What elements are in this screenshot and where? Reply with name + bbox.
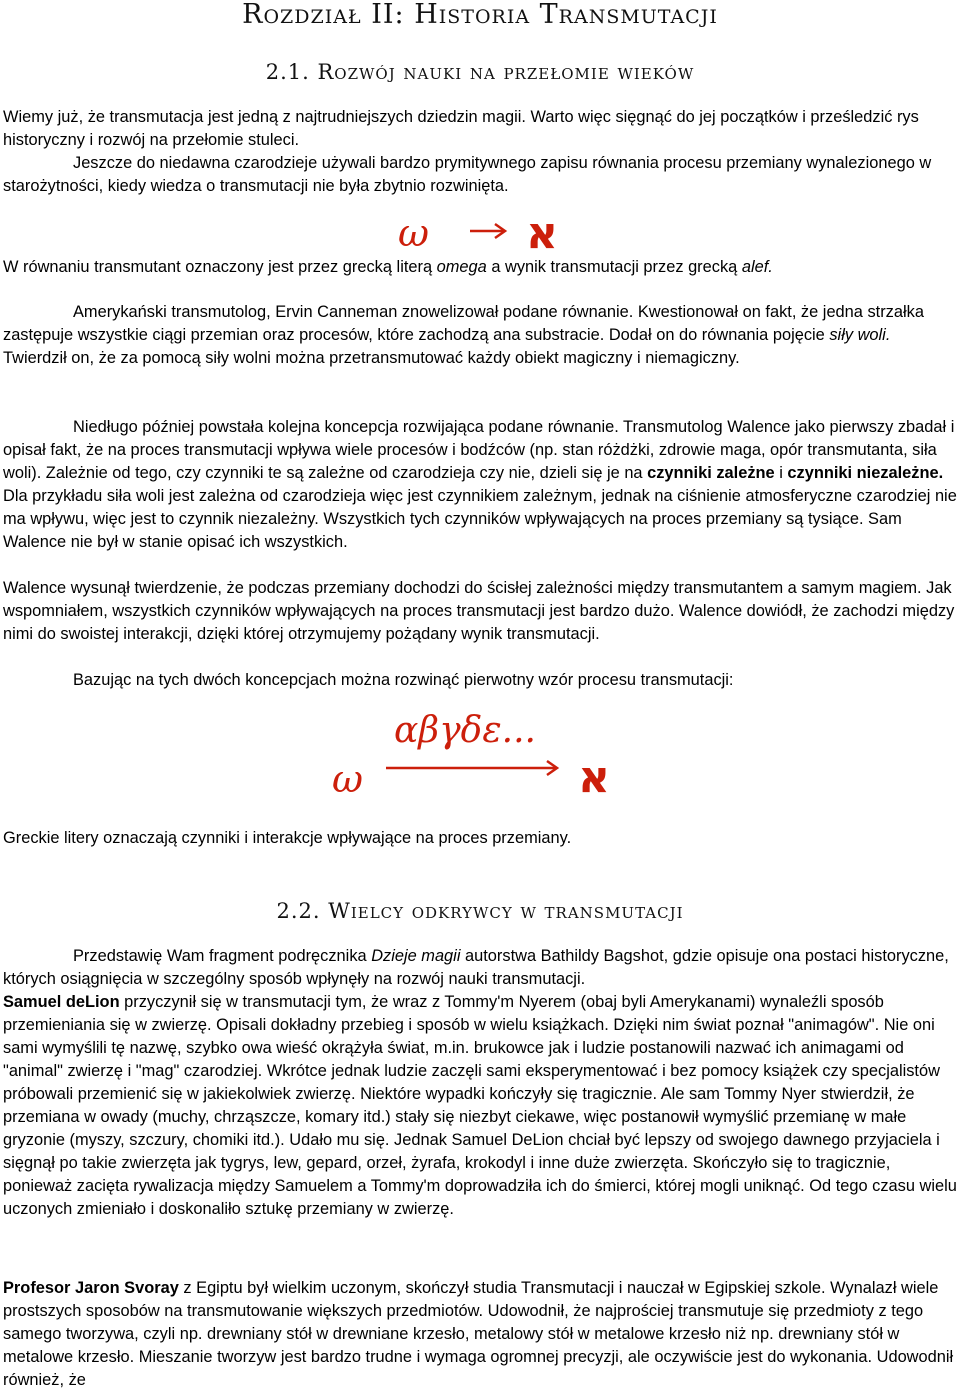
paragraph-samuel-delion: Samuel deLion przyczynił się w transmutacji tym, że wraz z Tommy'm Nyerem (obaj byli Amerykanami) wynaleźli sposób przemieniania się w zwierzę. Opisali dokładny przebieg i sposób w wielu książkach. Dzięki nim świat poznał "animagów". Nie oni sami wymyślili tę nazwę, szybko owa wieść okrążyła świat, m.in. brukowce jak i ludzie postanowili nazwać ich animagami od "animal" zwierzę i "mag" czarodziej. Wkrótce jednak ludzie zaczęli sami eksperymentować i bez pomocy książek czy specjalistów próbowali przemienić się w jakiekolwiek zwierzę. Niektóre wypadki kończyły się tragicznie. Ale sam Tommy Nyer stwierdził, że przemiana w owady (muchy, chrząszcze, komary itd.) stały się niezbyt ciekawe, więc postanowił wymyślić przemianę w małe gryzonie (myszy, szczury, chomiki itd.). Udało mu się. Jednak Samuel DeLion chciał być lepszy od swojego dawnego przyjaciela i sięgnął po takie zwierzęta jak tygrys, lew, gepard, orzeł, żyrafa, krokodyl i inne duże zwierzęta. Skończyło się to tragicznie, ponieważ zacięta rywalizacja między Samuelem a Tommy'm doprowadziła ich do śmierci, której mogli uniknąć. Od tego czasu wielu uczonych zmieniało i doskonaliło sztukę przemiany w zwierzę. <box>3 993 957 1218</box>
extended-equation-figure <box>330 704 630 804</box>
alef-symbol: א <box>526 208 559 256</box>
paragraph-walence-factors: Niedługo później powstała kolejna koncepcja rozwijająca podane równanie. Transmutolog Walence jako pierwszy zbadał i opisał fakt, że na proces transmutacji wpływa wiele procesów i bodźców (np. stan różdżki, zdrowie maga, opór transmutanta, siła woli). Zależnie od tego, czy czynniki te są zależne od czarodzieja czy nie, dzieli się je na czynniki zależne i czynniki niezależne. Dla przykładu siła woli jest zależna od czarodzieja więc jest czynnikiem zależnym, jednak na ciśnienie atmosferyczne czarodziej nie ma wpływu, więc jest to czynnik niezależny. Wszystkich tych czynników wpływających na proces przemiany są tysiące. Sam Walence nie był w stanie opisać ich wszystkich. <box>3 418 957 551</box>
paragraph-canneman: Amerykański transmutolog, Ervin Canneman znowelizował podane równanie. Kwestionował on fakt, że jedna strzałka zastępuje wszystkie ciągi przemian oraz procesów, które zachodzą ana substracie. Dodał on do równania pojęcie siły woli. Twierdził on, że za pomocą siły wolni można przetransmutować każdy obiekt magiczny i niemagiczny. <box>3 303 924 367</box>
paragraph-combined-concepts: Bazując na tych dwóch koncepcjach można rozwinąć pierwotny wzór procesu transmutacji: <box>73 671 734 689</box>
alef-symbol: א <box>578 752 611 803</box>
paragraph-greek-letters: Greckie litery oznaczają czynniki i interakcje wpływające na proces przemiany. <box>3 829 572 847</box>
omega-symbol: ω <box>332 757 363 801</box>
paragraph-equation-explanation: W równaniu transmutant oznaczony jest przez grecką literą omega a wynik transmutacji przez grecką alef. <box>3 258 773 276</box>
paragraph-jaron-svoray: Profesor Jaron Svoray z Egiptu był wielkim uczonym, skończył studia Transmutacji i nauczał w Egipskiej szkole. Wynalazł wiele prostszych sposobów na transmutowanie większych przedmiotów. Udowodnił, że najprościej transmutuje się przedmioty z tego samego tworzywa, czyli np. drewniany stół w drewniane krzesło, metalowy stół w metalowe krzesło niż np. drewniany stół w metalowe krzesło. Mieszanie tworzyw jest bardzo trudne i wymaga ogromnej precyzji, ale oczywiście jest do wykonania. Udowodnił również, że <box>3 1279 954 1389</box>
factors-symbols: αβγδε... <box>394 710 536 751</box>
basic-equation-figure <box>396 204 576 256</box>
chapter-title: Rozdział II: Historia Transmutacji <box>242 0 718 30</box>
paragraph-old-equation: Jeszcze do niedawna czarodzieje używali bardzo prymitywnego zapisu równania procesu przemiany wynalezionego w starożytności, kiedy wiedza o transmutacji nie była zbytnio rozwinięta. <box>3 154 932 195</box>
paragraph-intro: Wiemy już, że transmutacja jest jedną z najtrudniejszych dziedzin magii. Warto więc sięgnąć do jej początków i prześledzić rys historyczny i rozwój na przełomie stuleci. <box>3 108 919 149</box>
paragraph-textbook-intro: Przedstawię Wam fragment podręcznika Dzieje magii autorstwa Bathildy Bagshot, gdzie opisuje ona postaci historyczne, których osiągnięcia w szczególny sposób wpłynęły na rozwój nauki transmutacji. <box>3 947 949 988</box>
omega-symbol: ω <box>398 211 429 255</box>
paragraph-walence-interaction: Walence wysunął twierdzenie, że podczas przemiany dochodzi do ścisłej zależności między transmutantem a samym magiem. Jak wspomniałem, wszystkich czynników wpływających na proces transmutacji jest bardzo dużo. Walence dowiódł, że zachodzi między nimi do swoistej interakcji, dzięki której otrzymujemy pożądany wynik transmutacji. <box>3 579 955 643</box>
section-title-2-1: 2.1. Rozwój nauki na przełomie wieków <box>265 60 695 84</box>
section-title-2-2: 2.2. Wielcy odkrywcy w transmutacji <box>276 899 684 923</box>
